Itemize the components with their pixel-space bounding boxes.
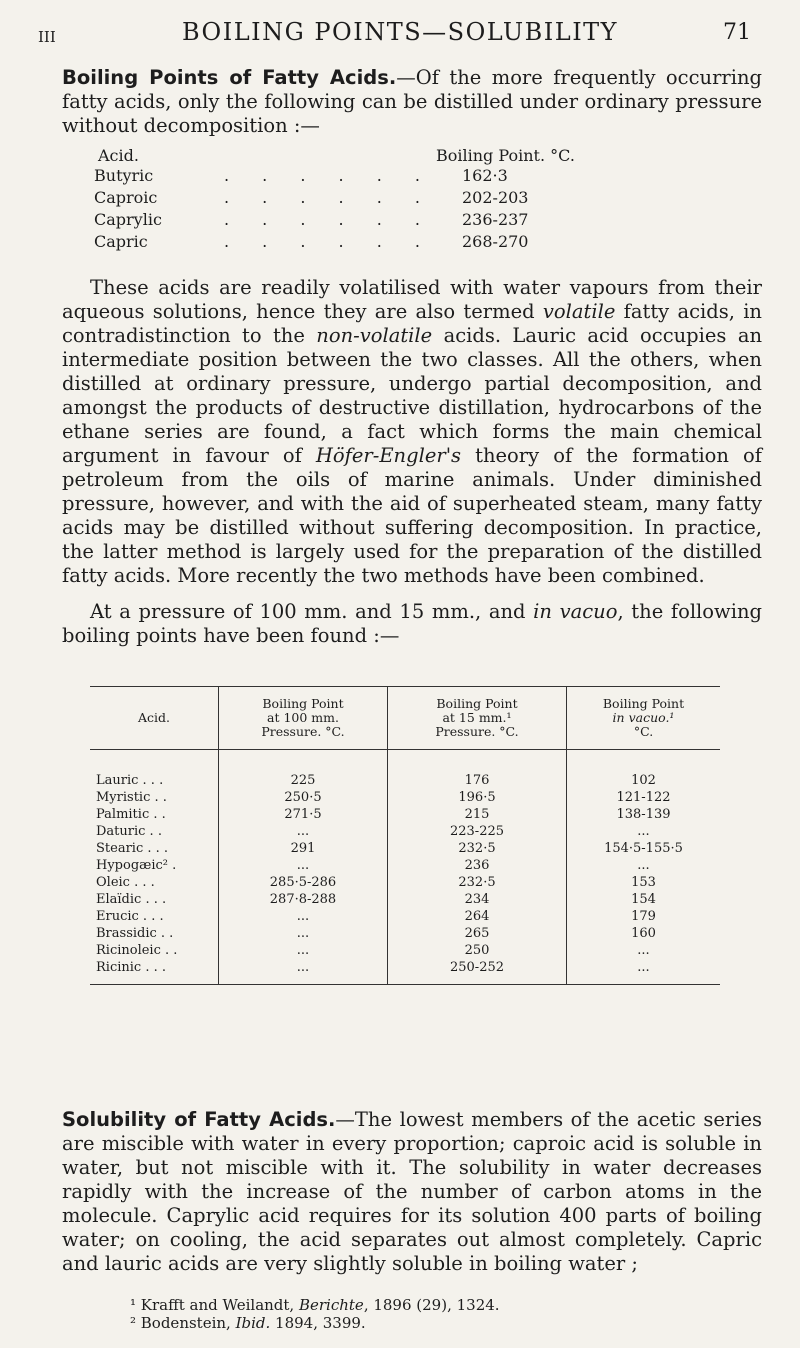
acid-name: Ricinic . . . — [90, 959, 219, 985]
bp-100mm: ... — [219, 857, 388, 874]
footnote-2 — [130, 1314, 770, 1332]
emphasis-volatile: volatile — [542, 300, 616, 323]
acid-name: Stearic . . . — [96, 841, 169, 856]
table-row — [94, 188, 794, 207]
acid-name: Caprylic — [94, 210, 162, 229]
page-number: 71 — [723, 20, 751, 45]
bp-100mm: ... — [219, 942, 388, 959]
solubility-paragraph — [62, 1108, 762, 1276]
table-row — [90, 942, 720, 959]
reduced-pressure-boiling-point-table — [90, 686, 720, 985]
table-header-row — [90, 687, 720, 750]
para-text: These acids are readily volatilised with water vapours from their aqueous solutions, hence they are also termed — [62, 276, 762, 323]
acid-name: Oleic . . . — [96, 875, 155, 890]
table-row — [94, 210, 794, 229]
bp-100mm: 271·5 — [219, 806, 388, 823]
table-row — [94, 232, 794, 251]
bp-vacuo: 153 — [567, 874, 721, 891]
boiling-point: 268-270 — [462, 232, 529, 251]
footnote-text: ¹ Krafft and Weilandt, — [130, 1296, 299, 1314]
footnote-journal: Berichte — [298, 1296, 364, 1314]
bp-vacuo: 160 — [567, 925, 721, 942]
emphasis-hofer-engler: Höfer-Engler's — [315, 444, 462, 467]
table-row — [90, 925, 720, 942]
section-heading-boiling-points: Boiling Points of Fatty Acids. — [62, 66, 397, 89]
bp-100mm: 250·5 — [219, 789, 388, 806]
bp-15mm: 232·5 — [388, 840, 567, 857]
col-header-acid: Acid. — [98, 146, 139, 165]
acid-name: Elaïdic . . . — [96, 892, 167, 907]
acid-name: Erucic . . . — [96, 909, 164, 924]
boiling-point: 236-237 — [462, 210, 529, 229]
table-row — [90, 959, 720, 985]
bp-15mm: 250-252 — [388, 959, 567, 985]
bp-100mm: ... — [219, 925, 388, 942]
section-heading-solubility: Solubility of Fatty Acids. — [62, 1108, 336, 1131]
bp-vacuo: 102 — [567, 750, 721, 790]
intro-paragraph — [62, 66, 762, 138]
bp-100mm: ... — [219, 823, 388, 840]
table-row — [90, 840, 720, 857]
bp-100mm: ... — [219, 959, 388, 985]
bp-100mm: 225 — [219, 750, 388, 790]
pressure-paragraph — [62, 600, 762, 648]
bp-vacuo: 154·5-155·5 — [567, 840, 721, 857]
para-text: fatty acids, in contradistinction to the — [62, 300, 762, 347]
acid-name: Brassidic . . — [96, 926, 174, 941]
leader-dots: . . . . . . — [224, 232, 434, 251]
footnote-text: , 1896 (29), 1324. — [363, 1296, 500, 1314]
bp-15mm: 215 — [388, 806, 567, 823]
running-title: BOILING POINTS—SOLUBILITY — [181, 18, 619, 46]
acid-name: Butyric — [94, 166, 154, 185]
para-text: acids. Lauric acid occupies an intermediate position between the two classes. All the others, when distilled at ordinary pressure, undergo partial decomposition, and amongst the products of destructive distillation, hydrocarbons of the ethane series are found, a fact which forms the main chemical argument in favour of — [62, 324, 762, 467]
bp-vacuo: ... — [567, 942, 721, 959]
boiling-point: 162·3 — [462, 166, 508, 185]
bp-100mm: 291 — [219, 840, 388, 857]
leader-dots: . . . . . . — [224, 188, 434, 207]
footnote-text: ² Bodenstein, — [130, 1314, 236, 1332]
table-row — [90, 806, 720, 823]
bp-15mm: 232·5 — [388, 874, 567, 891]
table-row — [94, 166, 794, 185]
acid-name: Myristic . . — [96, 790, 167, 805]
solubility-text: —The lowest members of the acetic series are miscible with water in every proportion; caproic acid is soluble in water, but not miscible with it. The solubility in water decreases rapidly with the increase of the number of carbon atoms in the molecule. Caprylic acid requires for its solution 400 parts of boiling water; on cooling, the acid separates out almost completely. Capric and lauric acids are very slightly soluble in boiling water ; — [62, 1108, 762, 1275]
bp-vacuo: 138-139 — [567, 806, 721, 823]
table-row — [90, 857, 720, 874]
footnote-1 — [130, 1296, 770, 1314]
table-row — [90, 823, 720, 840]
table-row — [90, 891, 720, 908]
acid-name: Caproic — [94, 188, 158, 207]
bp-15mm: 250 — [388, 942, 567, 959]
bp-15mm: 236 — [388, 857, 567, 874]
bp-100mm: ... — [219, 908, 388, 925]
acid-name: Hypogæic² . — [96, 858, 177, 873]
col-header-boiling-point: Boiling Point. °C. — [436, 146, 575, 165]
chapter-number: III — [38, 28, 56, 46]
emphasis-non-volatile: non-volatile — [316, 324, 433, 347]
col-header-in-vacuo: Boiling Point in vacuo.¹ °C. — [567, 687, 721, 750]
bp-vacuo: ... — [567, 857, 721, 874]
table-row — [90, 789, 720, 806]
volatility-paragraph — [62, 276, 762, 588]
bp-vacuo: 154 — [567, 891, 721, 908]
emphasis-in-vacuo: in vacuo — [533, 600, 618, 623]
bp-15mm: 223-225 — [388, 823, 567, 840]
bp-100mm: 285·5-286 — [219, 874, 388, 891]
acid-name: Ricinoleic . . — [96, 943, 178, 958]
bp-15mm: 265 — [388, 925, 567, 942]
col-header-15mm: Boiling Point at 15 mm.¹ Pressure. °C. — [388, 687, 567, 750]
bp-vacuo: ... — [567, 823, 721, 840]
table-row — [90, 750, 720, 790]
footnote-journal: Ibid. — [235, 1314, 271, 1332]
bp-vacuo: 121-122 — [567, 789, 721, 806]
table-row — [90, 874, 720, 891]
para-text: At a pressure of 100 mm. and 15 mm., and — [90, 600, 534, 623]
acid-name: Lauric . . . — [96, 773, 164, 788]
acid-name: Palmitic . . — [96, 807, 166, 822]
bp-15mm: 196·5 — [388, 789, 567, 806]
intro-text: —Of the more frequently occurring fatty acids, only the following can be distilled under ordinary pressure without decomposition :— — [62, 66, 762, 137]
bp-vacuo: ... — [567, 959, 721, 985]
bp-15mm: 234 — [388, 891, 567, 908]
bp-15mm: 264 — [388, 908, 567, 925]
simple-boiling-point-table — [94, 146, 794, 260]
boiling-point: 202-203 — [462, 188, 529, 207]
para-text: theory of the formation of petroleum from the oils of marine animals. Under diminished pressure, however, and with the aid of superheated steam, many fatty acids may be distilled without suffering decomposition. In practice, the latter method is largely used for the preparation of the distilled fatty acids. More recently the two methods have been combined. — [62, 444, 762, 587]
bp-15mm: 176 — [388, 750, 567, 790]
col-header-acid: Acid. — [90, 687, 219, 750]
acid-name: Daturic . . — [96, 824, 162, 839]
bp-100mm: 287·8-288 — [219, 891, 388, 908]
footnote-text: 1894, 3399. — [270, 1314, 366, 1332]
col-header-100mm: Boiling Point at 100 mm. Pressure. °C. — [219, 687, 388, 750]
para-text: , the following boiling points have been found :— — [62, 600, 763, 647]
leader-dots: . . . . . . — [224, 210, 434, 229]
bp-vacuo: 179 — [567, 908, 721, 925]
table-row — [90, 908, 720, 925]
acid-name: Capric — [94, 232, 148, 251]
leader-dots: . . . . . . — [224, 166, 434, 185]
